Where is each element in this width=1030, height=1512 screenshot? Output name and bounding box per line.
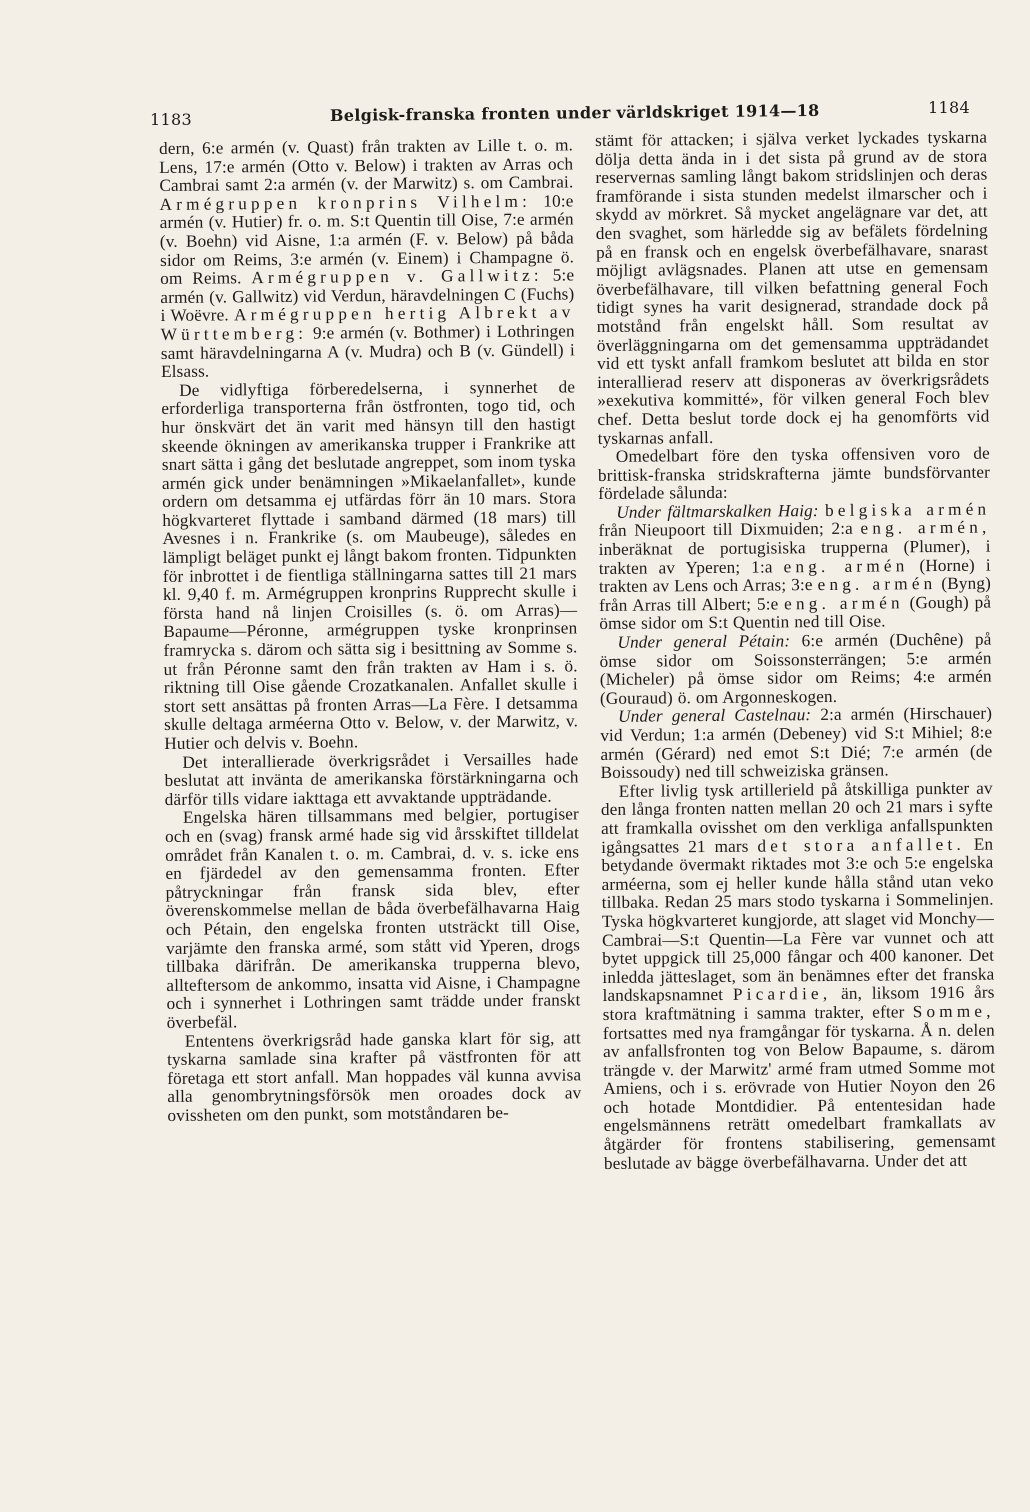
- left-page-number: 1183: [150, 110, 192, 129]
- body-paragraph: [601, 779, 996, 1173]
- body-paragraph: [159, 136, 575, 381]
- body-paragraph: [600, 705, 993, 783]
- text-run: En betydande övermakt riktades mot 3:e och 5:e engelska arméerna, som ej heller kunde hålla stånd utan veko tillbaka. Redan 25 mars stodo tyskarna i Sommelinjen. Tyska högkvarteret kungjorde, att slaget vid Monchy—Cambrai—S:t Quentin—La Fère var vunnet och att bytet uppgick till 25,000 fångar och 400 kanoner. Det inledda jätteslaget, som än benämnes efter det franska landskapsnamnet: [601, 834, 995, 1006]
- body-paragraph: [165, 806, 581, 1033]
- text-run: från Nieupoort till Dixmuiden; 2:a: [598, 519, 861, 541]
- body-paragraph: [164, 750, 578, 809]
- spaced-emphasis: eng. armén: [783, 555, 909, 577]
- text-run: Ententens överkrigsråd hade ganska klart för sig, att tyskarna samlade sina krafter på västfronten för att företaga ett stort anfall. Man hoppades väl kunna avvisa alla genombrytningsförsök men oroades dock av ovissheten om den punkt, som motståndaren be-: [166, 1027, 582, 1125]
- text-run: De vidlyftiga förberedelserna, i synnerhet de erforderliga transporterna från östfronten, togo tid, och hur önskvärt det än varit med hänsyn till den hastigt skeende ökningen av amerikanska trupper i Frankrike att snart sätta i gång det beslutade angreppet, som inom tyska armén gick under benämningen »Mikaelanfallet», kunde ordern om detsamma ej utfärdas förr än 10 mars. Stora högkvarteret flyttade i samband därmed (18 mars) till Avesnes i n. Frankrike (s. om Maubeuge), således en lämpligt beläget punkt ej långt bakom fronten. Tidpunkten för inbrottet i de fientliga ställningarna sattes till 21 mars kl. 9,40 f. m. Armégruppen kronprins Rupprecht skulle i första hand nå linjen Croisilles (s. ö. om Arras)—Bapaume—Péronne, armégruppen tyske kronprinsen framrycka s. därom och sätta sig i besittning av Somme s. ut från Péronne samt den från trakten av Ham i s. ö. riktning till Oise gående Crozatkanalen. Anfallet skulle i stort sett ansättas på fronten Arras—La Fère. I detsamma skulle deltaga arméerna Otto v. Below, v. der Marwitz, v. Hutier och delvis v. Boehn.: [161, 377, 579, 753]
- body-paragraph: [599, 631, 992, 709]
- text-run: 6:e armén (Duchêne) på ömse sidor om Soissonsterrängen; 5:e armén (Micheler) på ömse sidor om Reims; 4:e armén (Gouraud) ö. om Argonneskogen.: [599, 629, 992, 708]
- text-run: 9:e armén (v. Bothmer) i Lothringen samt häravdelningarna A (v. Mudra) och B (v. Gündell) i Elsass.: [160, 321, 575, 382]
- text-run: 5:e armén (v. Gallwitz) vid Verdun, häravdelningen C (Fuchs) i Woëvre.: [160, 265, 575, 326]
- spaced-emphasis: Armégruppen hertig Albrekt av Württemberg:: [160, 302, 575, 344]
- spaced-emphasis: eng. armén,: [860, 518, 991, 539]
- text-run: dern, 6:e armén (v. Quast) från trakten av Lille t. o. m. Lens, 17:e armén (Otto v. Below) i trakten av Arras och Cambrai samt 2:a armén (v. der Marwitz) s. om Cambrai.: [158, 135, 574, 196]
- spaced-emphasis: det stora anfallet.: [757, 834, 966, 856]
- body-paragraph: [161, 378, 578, 753]
- text-run: fortsattes med nya framgångar för tyskarna. Å n. delen av anfallsfronten tog von Below Bapaume, s. därom trängde v. der Marwitz' armé fram utmed Somme mot Amiens, och i s. erövrade von Hutier Noyon den 26 och hotade Montdidier. På ententesidan hade engelsmännens reträtt omedelbart framkallats av åtgärder för frontens stabilisering, gemensamt beslutade av bägge överbefälhavarna. Under det att: [602, 1020, 996, 1173]
- spaced-emphasis: eng. armén: [784, 593, 904, 614]
- italic-heading: Under general Castelnau:: [618, 705, 812, 727]
- text-run: 2:a armén (Hirschauer) vid Verdun; 1:a armén (Debeney) vid S:t Mihiel; 8:e armén (Gérard) ned emot S:t Dié; 7:e armén (de Boissoudy) ned till schweiziska gränsen.: [600, 703, 993, 783]
- text-run: än, liksom 1916 års stora kraftmätning i samma trakter, efter: [602, 982, 995, 1024]
- text-run: Det interallierade överkrigsrådet i Versailles hade beslutat att invänta de amerikanska förstärkningarna och därför tills vidare iakttaga ett avvaktande uppträdande.: [164, 748, 579, 809]
- body-paragraph: [167, 1029, 582, 1126]
- italic-heading: Under fältmarskalken Haig:: [616, 500, 819, 522]
- spaced-emphasis: Armégruppen v. Gallwitz:: [251, 265, 543, 288]
- header-title: Belgisk-franska fronten under världskriget 1914—18: [329, 100, 820, 125]
- text-run: Engelska hären tillsammans med belgier, portugiser och en (svag) fransk armé hade sig vid årsskiftet tilldelat området från Kanalen t. o. m. Cambrai, d. v. s. icke ens en fjärdedel av den gemensamma fronten. Efter påtryckningar från fransk sida blev, efter överenskommelse mellan de båda överbefälhavarna Haig och Pétain, den engelska fronten utsträckt till Oise, varjämte den franska armé, som stått vid Yperen, drogs tillbaka därifrån. De amerikanska trupperna blevo, allteftersom de ankommo, insatta vid Aisne, i Champagne och i synnerhet i Lothringen samt trädde under franskt överbefäl.: [164, 804, 581, 1032]
- spaced-emphasis: eng. armén: [817, 574, 937, 595]
- body-paragraph: [598, 500, 991, 634]
- right-page-number: 1184: [928, 98, 970, 117]
- spaced-emphasis: Armégruppen kronprins Vilhelm:: [159, 191, 532, 214]
- text-run: Omedelbart före den tyska offensiven voro de brittisk-franska stridskrafterna jämte bundsförvanter fördelade sålunda:: [597, 443, 991, 504]
- body-paragraph: [595, 129, 990, 449]
- text-run: stämt för attacken; i själva verket lyckades tyskarna dölja detta ända in i det sista på grund av de stora reservernas samling långt bakom stridslinjen och deras framförande i sista stunden medelst ilmarscher och i skydd av mörkret. Så mycket angelägnare var det, att den svaghet, som härledde sig av befälets fördelning på en fransk och en engelsk överbefälhavare, snarast möjligt avlägsnades. Planen att utse en gemensam överbefälhavare, till vilken befattning general Foch tidigt synes ha varit designerad, strandade dock på motstånd från engelskt håll. Som resultat av överläggningarna om det gemensamma uppträdandet vid ett tyskt anfall framkom beslutet att bilda en stor interallierad reserv att disponeras av överkrigsrådets »exekutiva kommitté», för vilken general Foch blev chef. Detta beslut torde dock ej ha genomförts vid tyskarnas anfall.: [594, 127, 990, 448]
- italic-heading: Under general Pétain:: [617, 631, 791, 652]
- left-text-column: [159, 136, 582, 1125]
- text-run: (Horne) i trakten av Lens och Arras; 3:e: [598, 555, 991, 597]
- spaced-emphasis: Picardie,: [732, 984, 832, 1005]
- body-paragraph: [598, 445, 990, 504]
- text-run: Efter livlig tysk artillerield på åtskilliga punkter av den långa fronten natten mellan 20 och 21 mars i syfte att framkalla ovisshet om den verkliga anfallspunkten igångsattes 21 mars: [600, 778, 994, 857]
- right-text-column: [595, 129, 996, 1174]
- text-run: inberäknat de portugisiska trupperna (Plumer), i trakten av Yperen; 1:a: [598, 536, 991, 578]
- text-run: 10:e armén (v. Hutier) fr. o. m. S:t Quentin till Oise, 7:e armén (v. Boehn) vid Aisne, 1:a armén (F. v. Below) på båda sidor om Reims, 3:e armén (v. Einem) i Champagne ö. om Reims.: [159, 191, 575, 289]
- text-run: (Gough) på ömse sidor om S:t Quentin ned till Oise.: [599, 592, 992, 634]
- spaced-emphasis: Somme,: [912, 1001, 995, 1022]
- spaced-emphasis: belgiska armén: [825, 499, 991, 520]
- text-run: (Byng) från Arras till Albert; 5:e: [599, 573, 992, 615]
